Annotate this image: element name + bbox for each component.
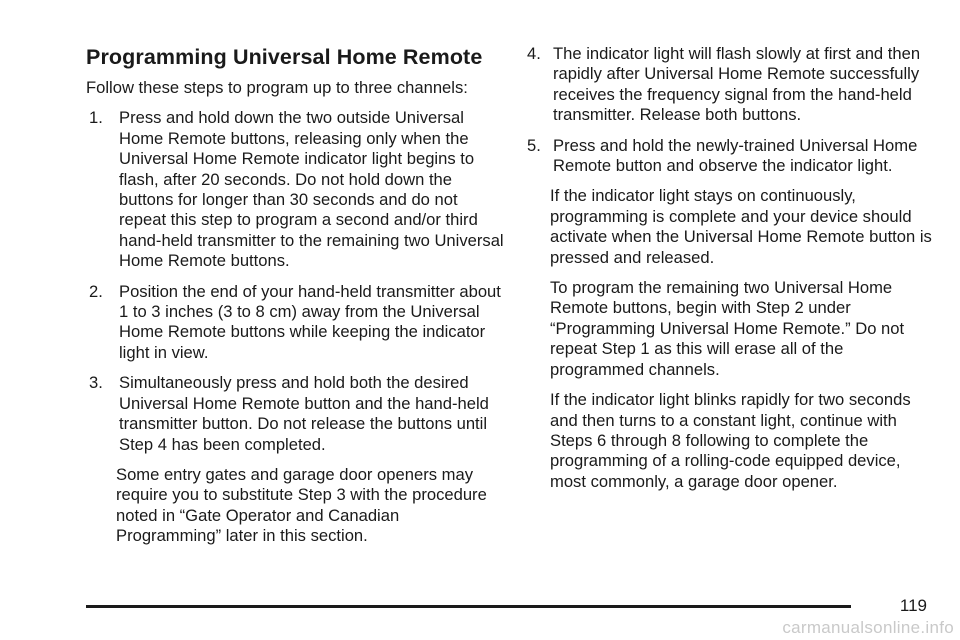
gate-operator-note: Some entry gates and garage door openers may require you to substitute Step 3 with the procedure noted in “Gate Operator and Canadian Programming” later in this section. — [116, 464, 487, 546]
step-text: The indicator light will flash slowly at first and then rapidly after Universal Home Remote successfully receives the frequency signal from the hand-held transmitter. Release both buttons. — [553, 44, 921, 125]
step-3 — [86, 373, 506, 455]
intro-paragraph: Follow these steps to program up to three channels: — [86, 78, 468, 97]
note-blinking-light: If the indicator light blinks rapidly for two seconds and then turns to a constant light, continue with Steps 6 through 8 following to complete the programming of a rolling-code equipped device, most commonly, a garage door opener. — [550, 390, 911, 491]
step-text: Simultaneously press and hold both the desired Universal Home Remote button and the hand-held transmitter button. Do not release the buttons until Step 4 has been completed. — [119, 373, 489, 454]
step-text: Press and hold down the two outside Universal Home Remote buttons, releasing only when the Universal Home Remote indicator light begins to flash, after 20 seconds. Do not hold down the buttons for longer than 30 seconds and do not repeat this step to program a second and/or third hand-held transmitter to the remaining two Universal Home Remote buttons. — [119, 108, 504, 271]
step-5 — [527, 136, 937, 177]
step-number: 2. — [89, 281, 103, 301]
right-column — [527, 44, 937, 502]
step-number: 5. — [527, 135, 541, 155]
step-number: 4. — [527, 44, 541, 63]
step-2 — [86, 282, 506, 364]
step-1 — [86, 108, 506, 271]
note-continuous-light: If the indicator light stays on continuously, programming is complete and your device should activate when the Universal Home Remote button is pressed and released. — [550, 186, 932, 267]
step-number: 3. — [89, 373, 103, 393]
step-number: 1. — [89, 108, 103, 128]
footer-rule — [86, 605, 851, 608]
step-text: Position the end of your hand-held transmitter about 1 to 3 inches (3 to 8 cm) away from the Universal Home Remote buttons while keeping the indicator light in view. — [119, 281, 501, 362]
watermark: carmanualsonline.info — [782, 618, 954, 637]
left-column — [86, 44, 506, 557]
note-remaining-buttons: To program the remaining two Universal Home Remote buttons, begin with Step 2 under “Programming Universal Home Remote.” Do not repeat Step 1 as this will erase all of the programmed channels. — [550, 278, 905, 379]
step-text: Press and hold the newly-trained Universal Home Remote button and observe the indicator light. — [553, 135, 918, 176]
section-title: Programming Universal Home Remote — [86, 45, 483, 69]
step-4 — [527, 44, 937, 126]
page-number: 119 — [899, 596, 927, 615]
